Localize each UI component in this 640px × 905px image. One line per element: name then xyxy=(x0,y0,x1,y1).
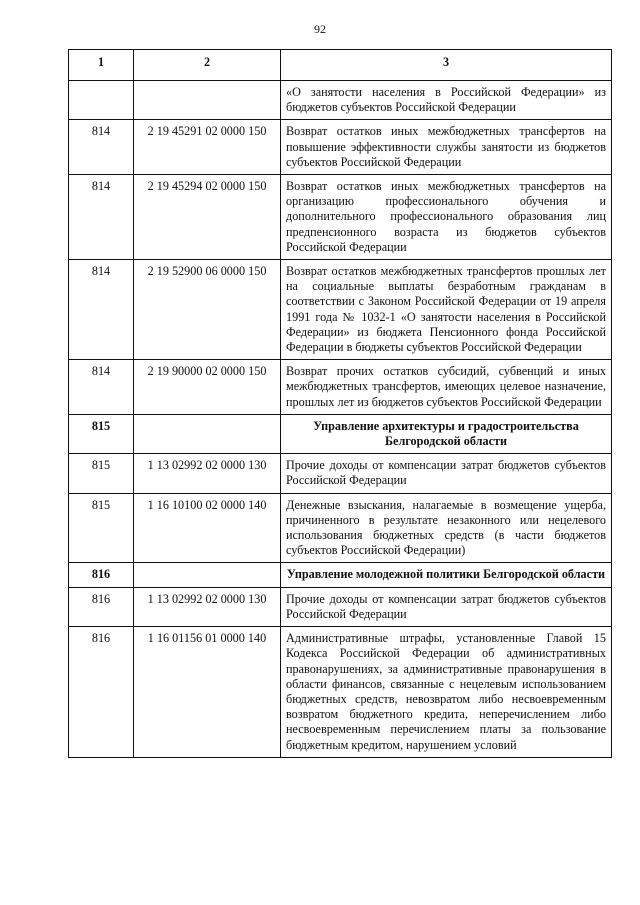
page-number: 92 xyxy=(314,22,326,36)
table-row xyxy=(69,120,612,175)
table-row xyxy=(69,627,612,758)
admin-code-cell: 814 xyxy=(69,360,134,415)
table-row xyxy=(69,175,612,260)
admin-code-cell: 816 xyxy=(69,587,134,626)
description-cell: Возврат прочих остатков субсидий, субвенций и иных межбюджетных трансфертов, имеющих целевое назначение, прошлых лет из бюджетов субъектов Российской Федерации xyxy=(281,360,612,415)
description-cell: Возврат остатков иных межбюджетных трансфертов на организацию профессионального обучения и дополнительного профессионального образования лиц предпенсионного возраста из бюджетов субъектов Российской Федерации xyxy=(281,175,612,260)
description-cell: Возврат остатков межбюджетных трансфертов прошлых лет на социальные выплаты безработным гражданам в соответствии с Законом Российской Федерации от 19 апреля 1991 года № 1032-1 «О занятости населения в Российской Федерации» из бюджета Пенсионного фонда Российской Федерации в бюджеты субъектов Российской Федерации xyxy=(281,260,612,360)
department-row xyxy=(69,563,612,587)
admin-code-cell: 814 xyxy=(69,175,134,260)
column-header-1: 1 xyxy=(69,50,134,81)
admin-code-cell: 815 xyxy=(69,414,134,453)
admin-code-cell: 814 xyxy=(69,120,134,175)
budget-code-cell: 1 16 01156 01 0000 140 xyxy=(134,627,281,758)
table-row xyxy=(69,587,612,626)
department-name-cell: Управление архитектуры и градостроительства Белгородской области xyxy=(281,414,612,453)
description-cell: Прочие доходы от компенсации затрат бюджетов субъектов Российской Федерации xyxy=(281,454,612,493)
column-header-3: 3 xyxy=(281,50,612,81)
table-row xyxy=(69,493,612,563)
description-cell: Прочие доходы от компенсации затрат бюджетов субъектов Российской Федерации xyxy=(281,587,612,626)
table-row xyxy=(69,360,612,415)
budget-code-cell xyxy=(134,563,281,587)
budget-code-cell: 1 13 02992 02 0000 130 xyxy=(134,587,281,626)
description-cell: Административные штрафы, установленные Главой 15 Кодекса Российской Федерации об административных правонарушениях, за административные правонарушения в области финансов, связанные с нецелевым использованием бюджетных средств, невозвратом либо несвоевременным возвратом бюджетного кредита, неперечислением либо несвоевременным перечислением платы за пользование бюджетным кредитом, нарушением условий xyxy=(281,627,612,758)
description-cell: Возврат остатков иных межбюджетных трансфертов на повышение эффективности службы занятости из бюджетов субъектов Российской Федерации xyxy=(281,120,612,175)
admin-code-cell xyxy=(69,81,134,120)
table-row xyxy=(69,81,612,120)
table-header-row xyxy=(69,50,612,81)
budget-code-cell: 1 13 02992 02 0000 130 xyxy=(134,454,281,493)
admin-code-cell: 816 xyxy=(69,563,134,587)
admin-code-cell: 815 xyxy=(69,493,134,563)
admin-code-cell: 814 xyxy=(69,260,134,360)
budget-code-cell: 2 19 45294 02 0000 150 xyxy=(134,175,281,260)
budget-code-cell: 2 19 90000 02 0000 150 xyxy=(134,360,281,415)
budget-code-cell: 2 19 52900 06 0000 150 xyxy=(134,260,281,360)
column-header-2: 2 xyxy=(134,50,281,81)
table-row xyxy=(69,454,612,493)
table-row xyxy=(69,260,612,360)
description-cell: «О занятости населения в Российской Федерации» из бюджетов субъектов Российской Федерации xyxy=(281,81,612,120)
department-row xyxy=(69,414,612,453)
budget-code-cell: 2 19 45291 02 0000 150 xyxy=(134,120,281,175)
budget-code-cell xyxy=(134,81,281,120)
admin-code-cell: 816 xyxy=(69,627,134,758)
revenue-codes-table xyxy=(68,49,612,758)
budget-code-cell xyxy=(134,414,281,453)
department-name-cell: Управление молодежной политики Белгородской области xyxy=(281,563,612,587)
admin-code-cell: 815 xyxy=(69,454,134,493)
budget-code-cell: 1 16 10100 02 0000 140 xyxy=(134,493,281,563)
description-cell: Денежные взыскания, налагаемые в возмещение ущерба, причиненного в результате незаконного или нецелевого использования бюджетных средств (в части бюджетов субъектов Российской Федерации) xyxy=(281,493,612,563)
